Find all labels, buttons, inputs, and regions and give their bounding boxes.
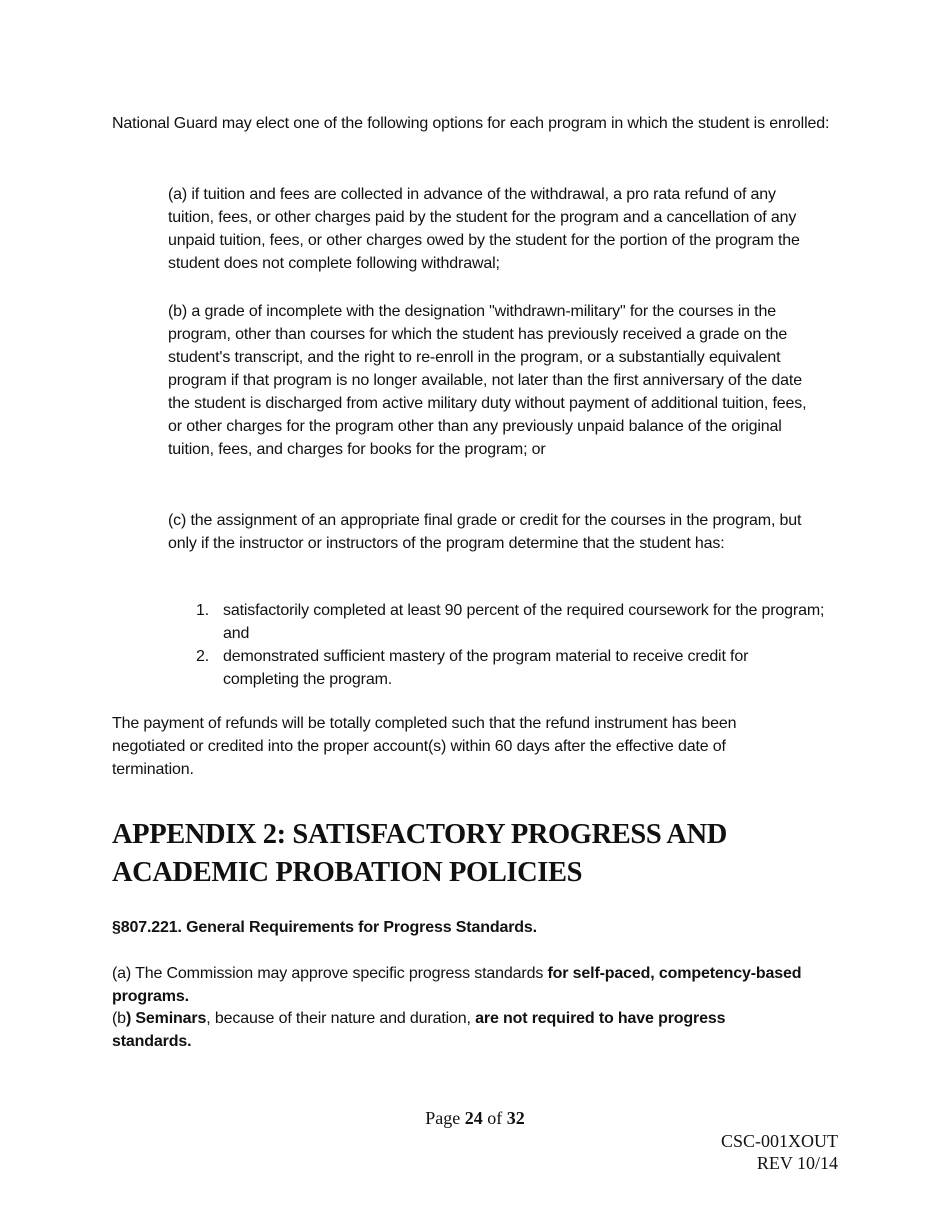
refund-note-paragraph: The payment of refunds will be totally completed such that the refund instrument has been negotiated or credited into the proper account(s) within 60 days after the effective date of termination. xyxy=(112,715,737,778)
page-label: Page xyxy=(425,1108,461,1128)
para-b-text: , because of their nature and duration, xyxy=(206,1010,476,1027)
progress-standards-paragraph-b xyxy=(112,1007,802,1053)
para-b-prefix: (b xyxy=(112,1010,126,1027)
page-of-label: of xyxy=(487,1108,503,1128)
para-b-emphasis: are not required to have progress standards. xyxy=(112,1010,726,1050)
section-title: §807.221. General Requirements for Progress Standards. xyxy=(112,919,537,936)
option-c-paragraph: (c) the assignment of an appropriate final grade or credit for the courses in the program, but only if the instructor or instructors of the program determine that the student has: xyxy=(168,512,802,552)
list-item-text: demonstrated sufficient mastery of the program material to receive credit for completing the program. xyxy=(223,648,749,688)
total-pages: 32 xyxy=(506,1108,525,1128)
current-page: 24 xyxy=(464,1108,483,1128)
list-item xyxy=(196,645,826,691)
form-identifier xyxy=(721,1130,838,1174)
revision-label: REV 10/14 xyxy=(756,1153,838,1173)
progress-standards-paragraph-a xyxy=(112,962,802,1008)
option-a-paragraph: (a) if tuition and fees are collected in advance of the withdrawal, a pro rata refund of any tuition, fees, or other charges paid by the student for the program and a cancellation of any unpaid tuition, fees, or other charges owed by the student for the portion of the program the student does not complete following withdrawal; xyxy=(168,186,800,272)
para-b-emphasis-seminars: ) Seminars xyxy=(125,1010,207,1027)
para-a-text: (a) The Commission may approve specific progress standards xyxy=(112,965,548,982)
option-b-paragraph: (b) a grade of incomplete with the designation "withdrawn-military" for the courses in the program, other than courses for which the student has previously received a grade on the student's transcript, and the right to re-enroll in the program, or a substantially equivalent program if that program is no longer available, not later than the first anniversary of the date the student is discharged from active military duty without payment of additional tuition, fees, or other charges for the program other than any previously unpaid balance of the original tuition, fees, and charges for books for the program; or xyxy=(168,303,807,458)
list-item-number: 1. xyxy=(196,602,210,619)
list-item-number: 2. xyxy=(196,648,210,665)
form-code: CSC-001XOUT xyxy=(720,1131,838,1151)
list-item xyxy=(196,599,826,645)
intro-paragraph: National Guard may elect one of the following options for each program in which the student is enrolled: xyxy=(112,115,830,132)
appendix-heading: APPENDIX 2: SATISFACTORY PROGRESS AND ACADEMIC PROBATION POLICIES xyxy=(112,819,727,888)
list-item-text: satisfactorily completed at least 90 percent of the required coursework for the program; and xyxy=(223,602,825,642)
page-number xyxy=(0,1106,950,1130)
conditions-list xyxy=(196,599,826,691)
para-a-emphasis: for self-paced, competency-based programs. xyxy=(112,965,802,1005)
